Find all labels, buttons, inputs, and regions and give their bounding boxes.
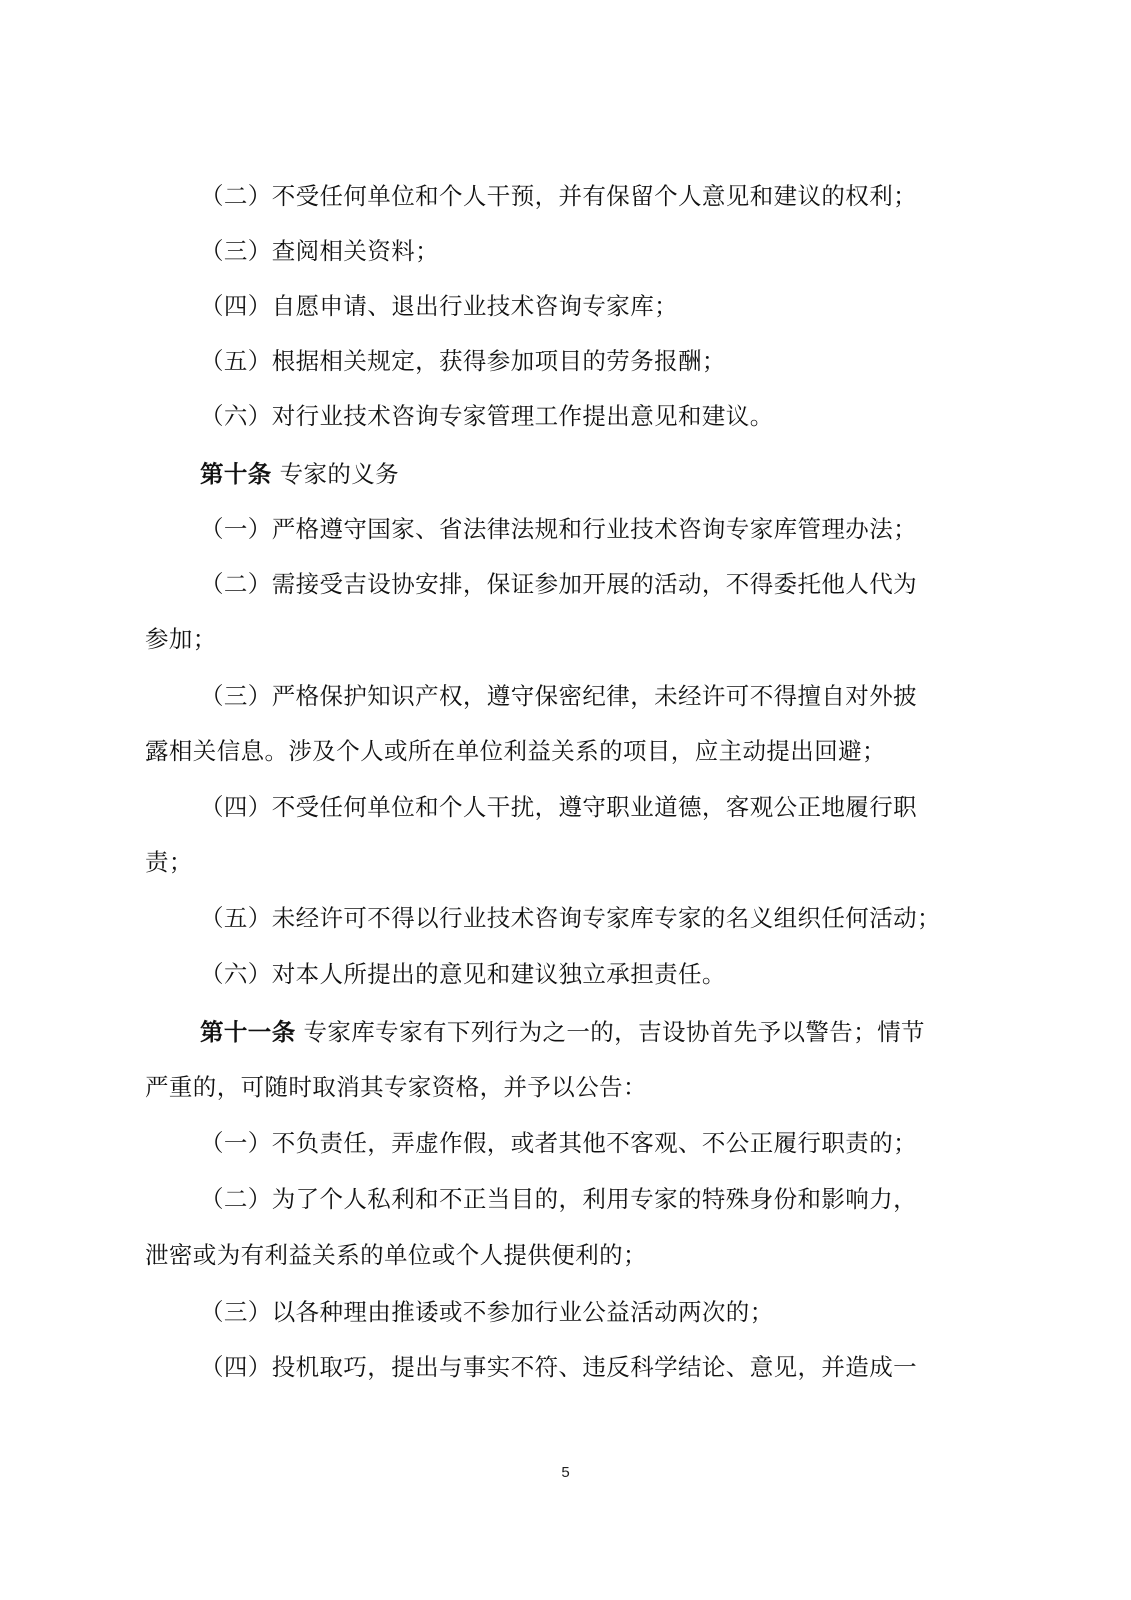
duty-item-3-continued <box>145 735 995 767</box>
line-text: 露相关信息。涉及个人或所在单位利益关系的项目，应主动提出回避； <box>145 737 886 765</box>
right-item-6 <box>200 400 1050 432</box>
duty-item-6 <box>200 958 1050 990</box>
line-text: （四）不受任何单位和个人干扰，遵守职业道德，客观公正地履行职 <box>200 793 917 821</box>
line-text: （一）不负责任，弄虚作假，或者其他不客观、不公正履行职责的； <box>200 1129 917 1157</box>
line-text: 严重的，可随时取消其专家资格，并予以公告： <box>145 1073 647 1101</box>
line-text: （一）严格遵守国家、省法律法规和行业技术咨询专家库管理办法； <box>200 515 917 543</box>
duty-item-1 <box>200 513 1050 545</box>
violation-item-4 <box>200 1351 1050 1383</box>
line-text: 泄密或为有利益关系的单位或个人提供便利的； <box>145 1241 647 1269</box>
line-text: （四）投机取巧，提出与事实不符、违反科学结论、意见，并造成一 <box>200 1353 917 1381</box>
article-10-heading-line <box>200 458 1050 490</box>
article-11-text: 专家库专家有下列行为之一的，吉设协首先予以警告；情节 <box>295 1018 925 1046</box>
article-10-title: 专家的义务 <box>271 460 400 488</box>
right-item-5 <box>200 345 1050 377</box>
violation-item-1 <box>200 1127 1050 1159</box>
duty-item-4 <box>200 791 1050 823</box>
duty-item-2 <box>200 568 1050 600</box>
line-text: （六）对本人所提出的意见和建议独立承担责任。 <box>200 960 726 988</box>
article-11-heading: 第十一条 <box>200 1018 296 1046</box>
line-text: （五）未经许可不得以行业技术咨询专家库专家的名义组织任何活动； <box>200 904 941 932</box>
line-text: （二）需接受吉设协安排，保证参加开展的活动，不得委托他人代为 <box>200 570 917 598</box>
line-text: （二）为了个人私利和不正当目的，利用专家的特殊身份和影响力， <box>200 1185 917 1213</box>
right-item-4 <box>200 290 1050 322</box>
right-item-3 <box>200 235 1050 267</box>
line-text: （四）自愿申请、退出行业技术咨询专家库； <box>200 292 678 320</box>
right-item-2 <box>200 180 1050 212</box>
line-text: （三）以各种理由推诿或不参加行业公益活动两次的； <box>200 1298 774 1326</box>
page-number: 5 <box>561 1464 570 1481</box>
duty-item-4-continued <box>145 846 995 878</box>
article-11-heading-line <box>200 1016 1050 1048</box>
line-text: （三）严格保护知识产权，遵守保密纪律，未经许可不得擅自对外披 <box>200 682 917 710</box>
line-text: 参加； <box>145 625 217 653</box>
article-11-continued <box>145 1071 995 1103</box>
violation-item-2-continued <box>145 1239 995 1271</box>
duty-item-2-continued <box>145 623 995 655</box>
line-text: （六）对行业技术咨询专家管理工作提出意见和建议。 <box>200 402 774 430</box>
line-text: 责； <box>145 848 193 876</box>
duty-item-5 <box>200 902 1050 934</box>
line-text: （二）不受任何单位和个人干预，并有保留个人意见和建议的权利； <box>200 182 917 210</box>
violation-item-2 <box>200 1183 1050 1215</box>
duty-item-3 <box>200 680 1050 712</box>
article-10-heading: 第十条 <box>200 460 272 488</box>
line-text: （五）根据相关规定，获得参加项目的劳务报酬； <box>200 347 726 375</box>
line-text: （三）查阅相关资料； <box>200 237 439 265</box>
violation-item-3 <box>200 1296 1050 1328</box>
